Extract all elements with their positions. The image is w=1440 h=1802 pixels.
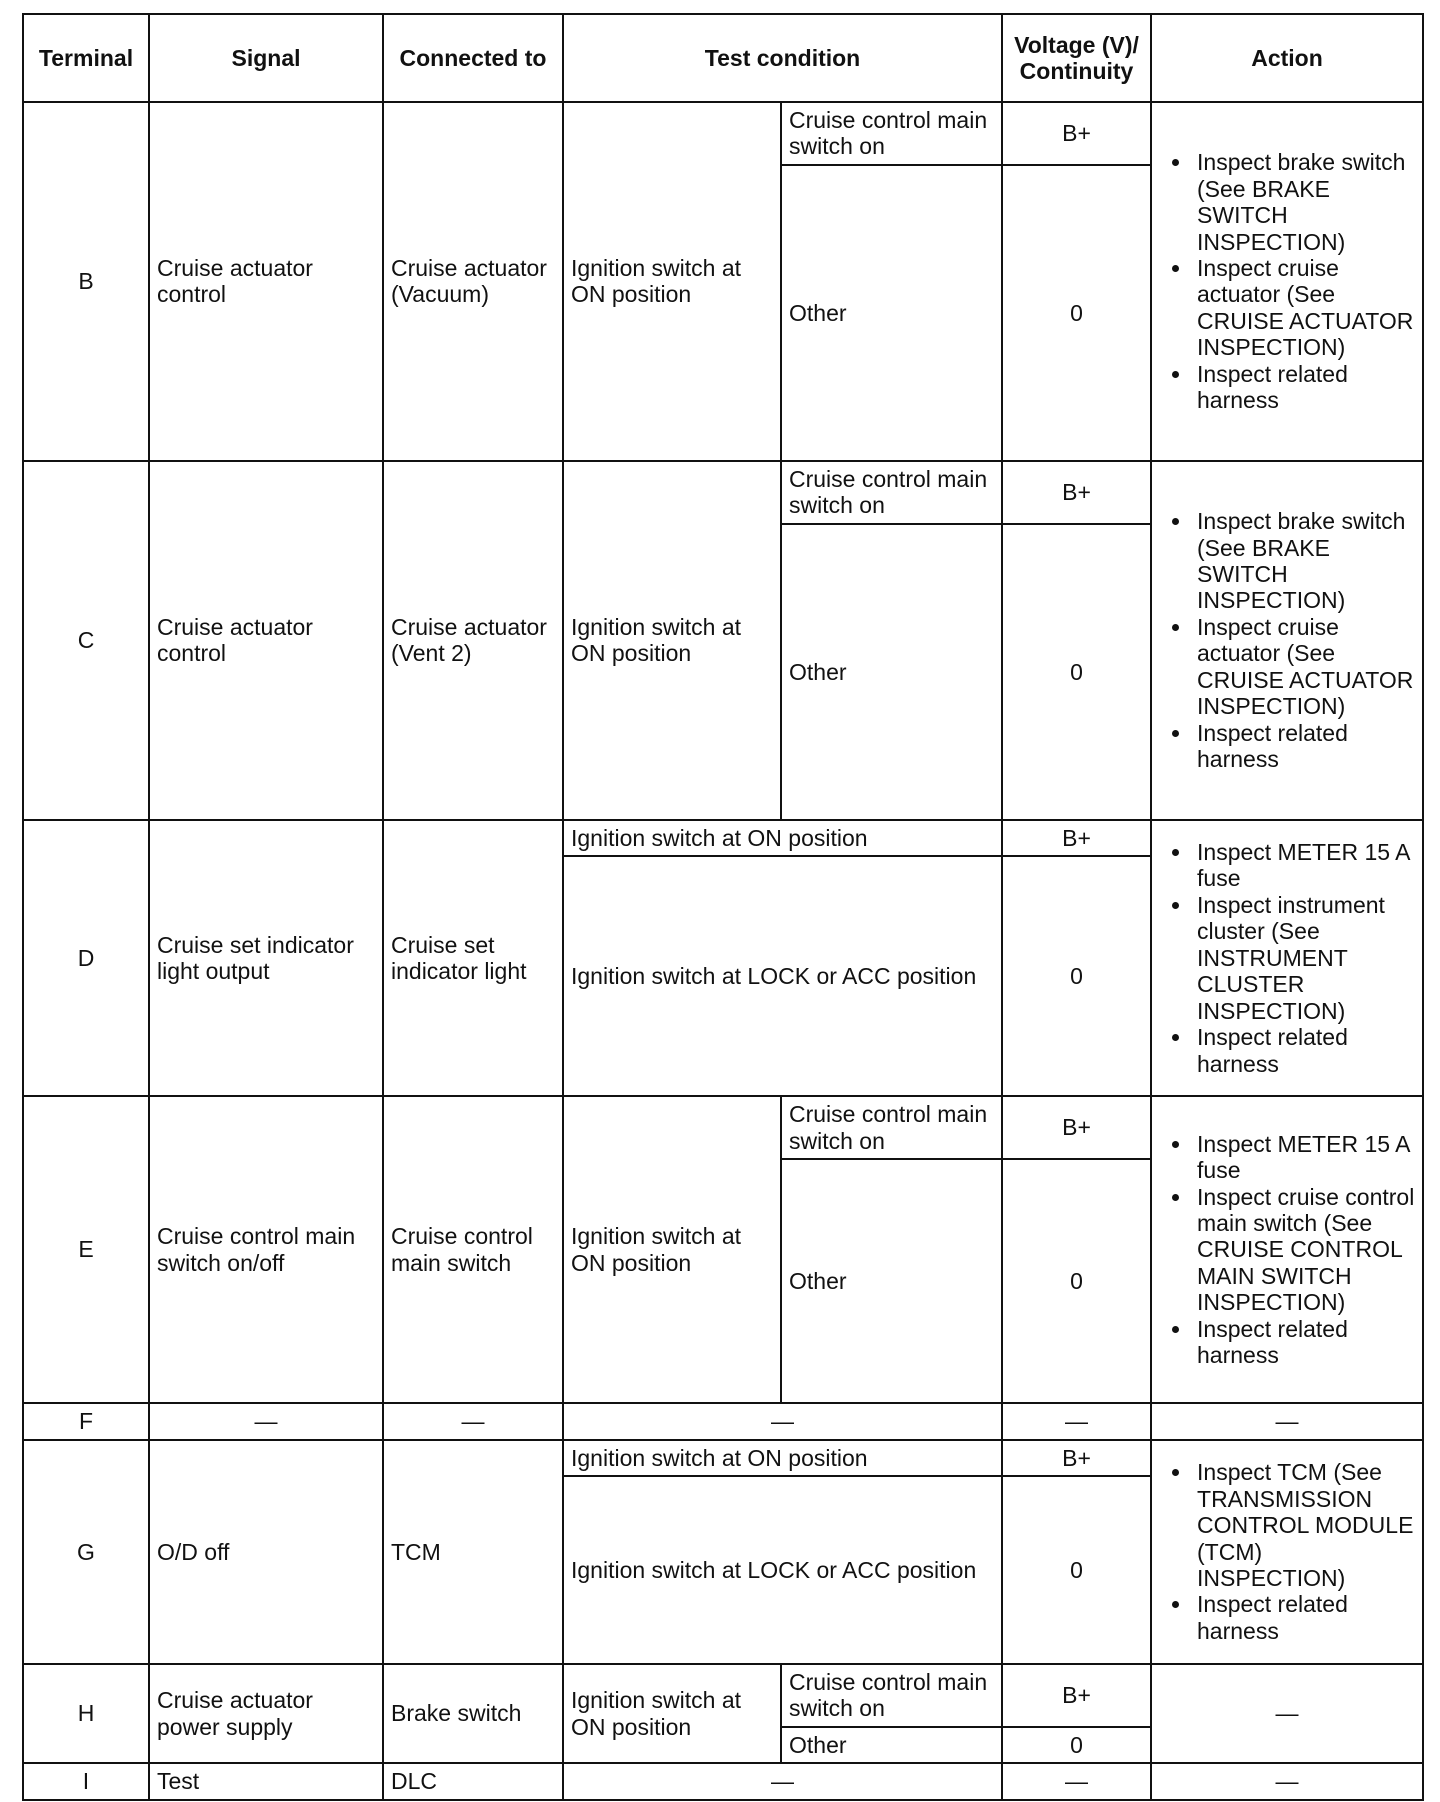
action-item: • Inspect brake switch (See BRAKE SWITCH INSPECTION) bbox=[1193, 508, 1415, 614]
voltage-cell: B+ bbox=[1002, 820, 1151, 856]
action-cell bbox=[1151, 820, 1423, 1096]
header-row bbox=[23, 14, 1423, 102]
connected-cell: Brake switch bbox=[383, 1664, 563, 1763]
condition-cell: Ignition switch at LOCK or ACC position bbox=[563, 1476, 1002, 1664]
terminal-cell: B bbox=[23, 102, 149, 461]
action-item: • Inspect related harness bbox=[1193, 1591, 1415, 1644]
voltage-cell: 0 bbox=[1002, 524, 1151, 820]
terminal-cell: G bbox=[23, 1440, 149, 1664]
signal-cell: Cruise set indicator light output bbox=[149, 820, 383, 1096]
action-item: • Inspect cruise actuator (See CRUISE ACTUATOR INSPECTION) bbox=[1193, 614, 1415, 720]
condition-cell: Ignition switch at ON position bbox=[563, 1664, 781, 1763]
action-item: • Inspect related harness bbox=[1193, 361, 1415, 414]
table-row bbox=[23, 820, 1423, 856]
signal-cell: Cruise actuator control bbox=[149, 461, 383, 820]
action-cell bbox=[1151, 1096, 1423, 1403]
action-item: • Inspect TCM (See TRANSMISSION CONTROL MODULE (TCM) INSPECTION) bbox=[1193, 1459, 1415, 1591]
voltage-cell: B+ bbox=[1002, 1664, 1151, 1727]
connected-cell: Cruise actuator (Vacuum) bbox=[383, 102, 563, 461]
terminal-cell: F bbox=[23, 1403, 149, 1439]
voltage-cell: — bbox=[1002, 1763, 1151, 1799]
connected-cell: — bbox=[383, 1403, 563, 1439]
condition-cell: Ignition switch at ON position bbox=[563, 820, 1002, 856]
voltage-cell: B+ bbox=[1002, 1096, 1151, 1159]
voltage-cell: 0 bbox=[1002, 1727, 1151, 1763]
signal-cell: Cruise actuator power supply bbox=[149, 1664, 383, 1763]
subcondition-cell: Other bbox=[781, 524, 1002, 820]
connected-cell: DLC bbox=[383, 1763, 563, 1799]
condition-cell: — bbox=[563, 1763, 1002, 1799]
action-item: • Inspect instrument cluster (See INSTRUMENT CLUSTER INSPECTION) bbox=[1193, 892, 1415, 1024]
connected-cell: TCM bbox=[383, 1440, 563, 1664]
action-cell: — bbox=[1151, 1403, 1423, 1439]
voltage-cell: B+ bbox=[1002, 102, 1151, 165]
subcondition-cell: Cruise control main switch on bbox=[781, 1664, 1002, 1727]
header-terminal: Terminal bbox=[23, 14, 149, 102]
table-row bbox=[23, 1664, 1423, 1727]
header-test-condition: Test condition bbox=[563, 14, 1002, 102]
signal-cell: Cruise actuator control bbox=[149, 102, 383, 461]
condition-cell: Ignition switch at ON position bbox=[563, 461, 781, 820]
action-cell bbox=[1151, 461, 1423, 820]
action-cell bbox=[1151, 102, 1423, 461]
condition-cell: Ignition switch at ON position bbox=[563, 1096, 781, 1403]
terminal-inspection-table bbox=[22, 13, 1424, 1801]
action-item: • Inspect related harness bbox=[1193, 1024, 1415, 1077]
terminal-cell: C bbox=[23, 461, 149, 820]
action-item: • Inspect related harness bbox=[1193, 1316, 1415, 1369]
action-cell bbox=[1151, 1440, 1423, 1664]
connected-cell: Cruise actuator (Vent 2) bbox=[383, 461, 563, 820]
header-action: Action bbox=[1151, 14, 1423, 102]
table-row bbox=[23, 1763, 1423, 1799]
action-item: • Inspect METER 15 A fuse bbox=[1193, 839, 1415, 892]
signal-cell: Test bbox=[149, 1763, 383, 1799]
voltage-cell: 0 bbox=[1002, 1159, 1151, 1403]
connected-cell: Cruise set indicator light bbox=[383, 820, 563, 1096]
voltage-cell: 0 bbox=[1002, 165, 1151, 461]
table-row bbox=[23, 1403, 1423, 1439]
header-connected-to: Connected to bbox=[383, 14, 563, 102]
action-item: • Inspect brake switch (See BRAKE SWITCH INSPECTION) bbox=[1193, 149, 1415, 255]
terminal-cell: H bbox=[23, 1664, 149, 1763]
subcondition-cell: Other bbox=[781, 1159, 1002, 1403]
voltage-cell: B+ bbox=[1002, 461, 1151, 524]
condition-cell: Ignition switch at ON position bbox=[563, 102, 781, 461]
voltage-cell: B+ bbox=[1002, 1440, 1151, 1476]
action-cell: — bbox=[1151, 1763, 1423, 1799]
action-cell: — bbox=[1151, 1664, 1423, 1763]
table-row bbox=[23, 1440, 1423, 1476]
header-voltage: Voltage (V)/ Continuity bbox=[1002, 14, 1151, 102]
action-item: • Inspect METER 15 A fuse bbox=[1193, 1131, 1415, 1184]
subcondition-cell: Cruise control main switch on bbox=[781, 102, 1002, 165]
table-row bbox=[23, 461, 1423, 524]
condition-cell: — bbox=[563, 1403, 1002, 1439]
voltage-cell: 0 bbox=[1002, 856, 1151, 1096]
subcondition-cell: Cruise control main switch on bbox=[781, 1096, 1002, 1159]
action-item: • Inspect cruise actuator (See CRUISE ACTUATOR INSPECTION) bbox=[1193, 255, 1415, 361]
voltage-cell: — bbox=[1002, 1403, 1151, 1439]
terminal-cell: D bbox=[23, 820, 149, 1096]
subcondition-cell: Cruise control main switch on bbox=[781, 461, 1002, 524]
subcondition-cell: Other bbox=[781, 165, 1002, 461]
connected-cell: Cruise control main switch bbox=[383, 1096, 563, 1403]
table-row bbox=[23, 1096, 1423, 1159]
condition-cell: Ignition switch at LOCK or ACC position bbox=[563, 856, 1002, 1096]
signal-cell: Cruise control main switch on/off bbox=[149, 1096, 383, 1403]
terminal-cell: E bbox=[23, 1096, 149, 1403]
action-item: • Inspect related harness bbox=[1193, 720, 1415, 773]
subcondition-cell: Other bbox=[781, 1727, 1002, 1763]
terminal-cell: I bbox=[23, 1763, 149, 1799]
voltage-cell: 0 bbox=[1002, 1476, 1151, 1664]
header-signal: Signal bbox=[149, 14, 383, 102]
signal-cell: O/D off bbox=[149, 1440, 383, 1664]
action-item: • Inspect cruise control main switch (See CRUISE CONTROL MAIN SWITCH INSPECTION) bbox=[1193, 1184, 1415, 1316]
condition-cell: Ignition switch at ON position bbox=[563, 1440, 1002, 1476]
table-row bbox=[23, 102, 1423, 165]
signal-cell: — bbox=[149, 1403, 383, 1439]
